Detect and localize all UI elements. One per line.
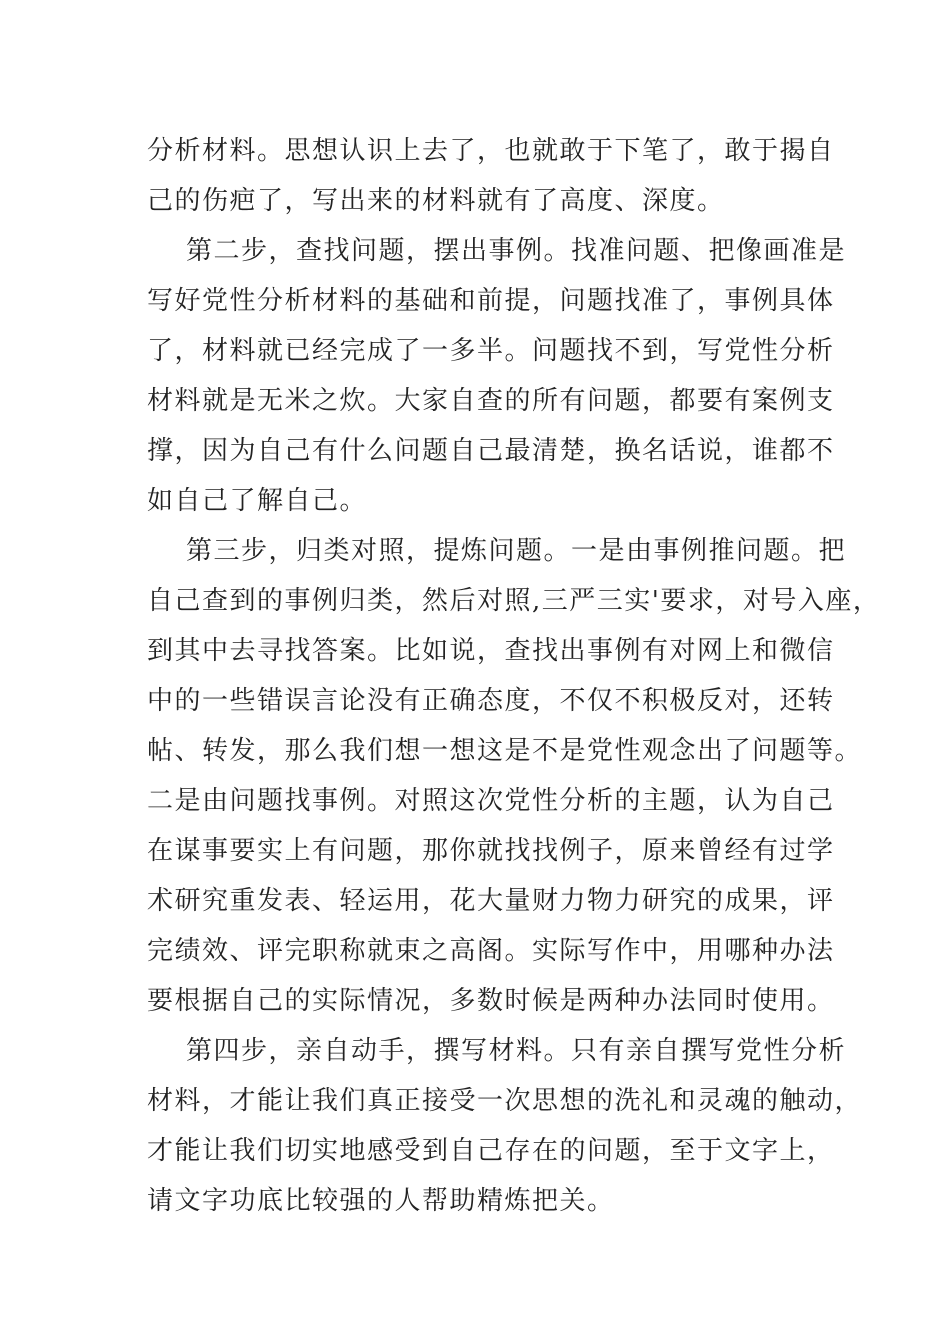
text-line: 了，材料就已经完成了一多半。问题找不到，写党性分析 (147, 336, 835, 366)
text-line: 在谋事要实上有问题，那你就找找例子，原来曾经有过学 (147, 836, 835, 866)
paragraph-start-line: 第四步，亲自动手，撰写材料。只有亲自撰写党性分析 (186, 1036, 847, 1066)
text-line: 帖、转发，那么我们想一想这是不是党性观念出了问题等。 (147, 736, 863, 766)
paragraph-start-line: 第三步，归类对照，提炼问题。一是由事例推问题。把 (186, 536, 847, 566)
text-line: 请文字功底比较强的人帮助精炼把关。 (147, 1186, 615, 1216)
text-line: 如自己了解自己。 (147, 486, 368, 516)
text-line: 中的一些错误言论没有正确态度，不仅不积极反对，还转 (147, 686, 835, 716)
text-line: 撑，因为自己有什么问题自己最清楚，换名话说，谁都不 (147, 436, 835, 466)
text-line: 己的伤疤了，写出来的材料就有了高度、深度。 (147, 186, 725, 216)
text-line: 分析材料。思想认识上去了，也就敢于下笔了，敢于揭自 (147, 136, 835, 166)
text-line: 写好党性分析材料的基础和前提，问题找准了，事例具体 (147, 286, 835, 316)
text-line: 完绩效、评完职称就束之高阁。实际写作中，用哪种办法 (147, 936, 835, 966)
text-line: 材料，才能让我们真正接受一次思想的洗礼和灵魂的触动， (147, 1086, 863, 1116)
text-line: 要根据自己的实际情况，多数时候是两种办法同时使用。 (147, 986, 835, 1016)
text-line: 才能让我们切实地感受到自己存在的问题，至于文字上， (147, 1136, 835, 1166)
text-line: 二是由问题找事例。对照这次党性分析的主题，认为自己 (147, 786, 835, 816)
text-line: 术研究重发表、轻运用，花大量财力物力研究的成果，评 (147, 886, 835, 916)
text-line: 到其中去寻找答案。比如说，查找出事例有对网上和微信 (147, 636, 835, 666)
paragraph-start-line: 第二步，查找问题，摆出事例。找准问题、把像画准是 (186, 236, 847, 266)
text-line: 自己查到的事例归类，然后对照,三严三实'要求，对号入座， (147, 586, 881, 616)
text-line: 材料就是无米之炊。大家自查的所有问题，都要有案例支 (147, 386, 835, 416)
